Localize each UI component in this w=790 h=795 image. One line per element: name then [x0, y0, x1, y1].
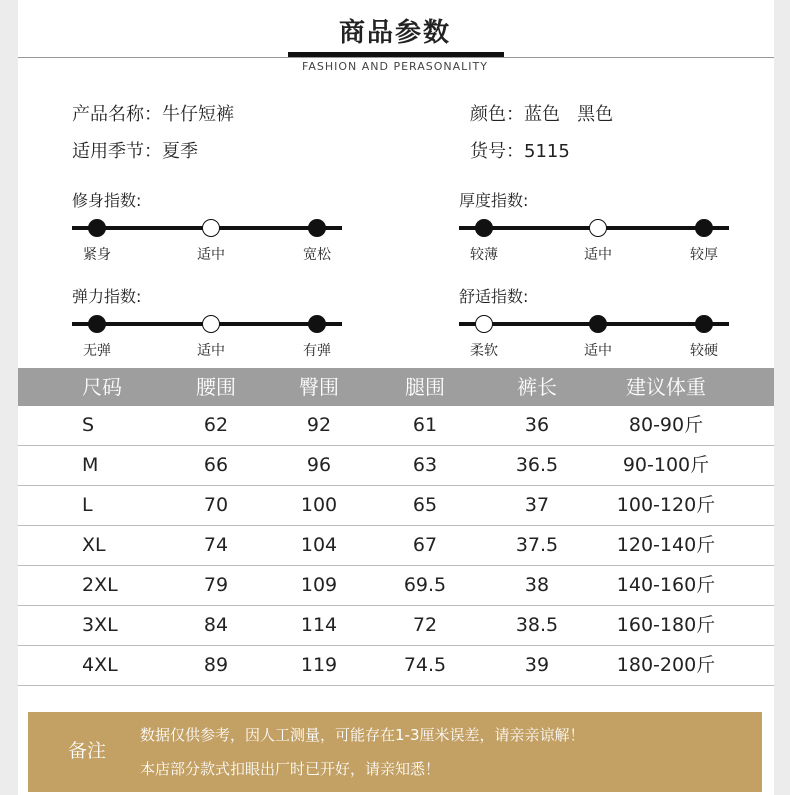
table-row: [18, 446, 774, 486]
scale-dot: [202, 219, 220, 237]
table-cell: S: [82, 414, 95, 436]
scale-title: 弹力指数:: [72, 287, 142, 306]
table-cell: 3XL: [82, 614, 118, 636]
scale-dot: [589, 315, 607, 333]
header-cell: 裤长: [517, 375, 557, 399]
table-cell: 62: [203, 414, 229, 436]
scale-dot: [695, 315, 713, 333]
table-cell: 89: [203, 654, 229, 676]
table-row: [18, 566, 774, 606]
scale-label: 紧身: [83, 247, 111, 263]
scale-label: 无弹: [83, 343, 111, 359]
table-cell: 79: [203, 574, 229, 596]
table-row: [18, 486, 774, 526]
scale-title: 舒适指数:: [459, 287, 529, 306]
scale-label: 较厚: [690, 247, 718, 263]
note-box: [28, 712, 762, 792]
table-cell: 37.5: [515, 534, 559, 556]
table-cell: 37: [524, 494, 550, 516]
table-cell: 84: [203, 614, 229, 636]
table-cell: 65: [412, 494, 438, 516]
scale-dot: [475, 219, 493, 237]
scale-label: 较硬: [690, 343, 718, 359]
table-cell: 119: [300, 654, 338, 676]
header-cell: 建议体重: [626, 375, 706, 399]
table-row: [18, 606, 774, 646]
scale-label: 较薄: [470, 247, 498, 263]
table-row: [18, 646, 774, 686]
table-cell: 74: [203, 534, 229, 556]
note-line-2: 本店部分款式扣眼出厂时已开好，请亲知悉！: [140, 760, 441, 778]
scale-dot: [88, 219, 106, 237]
table-cell: L: [82, 494, 93, 516]
table-cell: 63: [412, 454, 438, 476]
header-cell: 尺码: [82, 375, 122, 399]
scale-dot: [88, 315, 106, 333]
table-cell: 90-100斤: [622, 454, 710, 476]
product-season: 适用季节：夏季: [72, 141, 198, 162]
table-cell: 74.5: [403, 654, 447, 676]
page-title: 商品参数: [338, 18, 451, 48]
table-header-row: [18, 368, 774, 406]
product-name: 产品名称：牛仔短裤: [72, 104, 234, 125]
scale-dot: [475, 315, 493, 333]
table-body: [18, 406, 774, 686]
title-divider: [18, 57, 774, 58]
table-cell: 80-90斤: [628, 414, 704, 436]
scale-dot: [589, 219, 607, 237]
scale-label: 适中: [584, 247, 612, 263]
table-cell: 104: [300, 534, 338, 556]
size-table: [18, 368, 774, 686]
header-cell: 腰围: [196, 375, 236, 399]
header-cell: 腿围: [405, 375, 445, 399]
scale-label: 有弹: [303, 343, 331, 359]
scale-comfort: [459, 284, 729, 364]
table-cell: 66: [203, 454, 229, 476]
scale-dot: [695, 219, 713, 237]
table-cell: 120-140斤: [616, 534, 716, 556]
table-cell: 67: [412, 534, 438, 556]
table-cell: 39: [524, 654, 550, 676]
table-cell: 92: [306, 414, 332, 436]
table-cell: 69.5: [403, 574, 447, 596]
table-cell: 100-120斤: [616, 494, 716, 516]
table-row: [18, 406, 774, 446]
table-cell: 36.5: [515, 454, 559, 476]
scale-title: 修身指数:: [72, 191, 142, 210]
product-code: 货号：5115: [470, 141, 570, 162]
table-cell: 38.5: [515, 614, 559, 636]
scale-label: 宽松: [303, 247, 331, 263]
scale-label: 柔软: [470, 343, 498, 359]
table-cell: 36: [524, 414, 550, 436]
table-cell: 61: [412, 414, 438, 436]
scale-elasticity: [72, 284, 342, 364]
table-row: [18, 526, 774, 566]
scale-label: 适中: [197, 343, 225, 359]
scale-dot: [202, 315, 220, 333]
scale-dot: [308, 219, 326, 237]
table-cell: 4XL: [82, 654, 118, 676]
table-cell: 160-180斤: [616, 614, 716, 636]
table-cell: 109: [300, 574, 338, 596]
note-title: 备注: [68, 740, 107, 762]
table-cell: 70: [203, 494, 229, 516]
scale-label: 适中: [584, 343, 612, 359]
table-cell: 140-160斤: [616, 574, 716, 596]
header-cell: 臀围: [299, 375, 339, 399]
table-cell: M: [82, 454, 99, 476]
note-line-1: 数据仅供参考，因人工测量，可能存在1-3厘米误差，请亲亲谅解！: [140, 726, 585, 744]
product-color: 颜色：蓝色 黑色: [470, 104, 614, 125]
table-cell: 2XL: [82, 574, 118, 596]
table-cell: XL: [82, 534, 106, 556]
scale-title: 厚度指数:: [459, 191, 529, 210]
table-cell: 180-200斤: [616, 654, 716, 676]
table-cell: 72: [412, 614, 438, 636]
table-cell: 100: [300, 494, 338, 516]
scale-fit: [72, 188, 342, 268]
table-cell: 96: [306, 454, 332, 476]
table-cell: 114: [300, 614, 338, 636]
scale-label: 适中: [197, 247, 225, 263]
page-subtitle: FASHION AND PERASONALITY: [302, 60, 488, 73]
table-cell: 38: [524, 574, 550, 596]
scale-dot: [308, 315, 326, 333]
scale-thickness: [459, 188, 729, 268]
